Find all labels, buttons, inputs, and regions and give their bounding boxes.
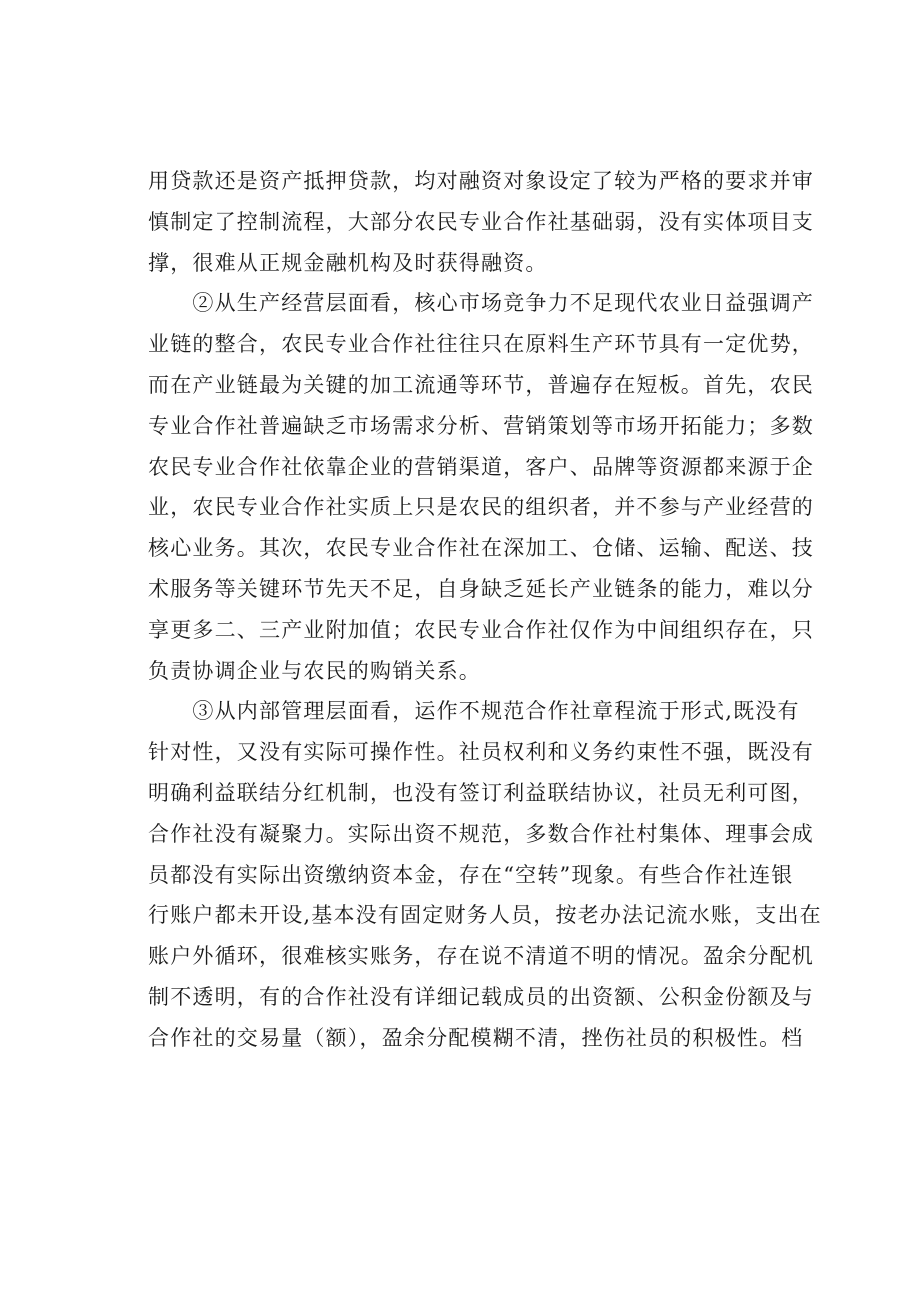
text-line: 而在产业链最为关键的加工流通等环节，普遍存在短板。首先，农民 [148, 372, 814, 397]
text-line: 慎制定了控制流程，大部分农民专业合作社基础弱，没有实体项目支 [148, 209, 814, 234]
text-line: 负责协调企业与农民的购销关系。 [148, 658, 481, 683]
text-line: 合作社没有凝聚力。实际出资不规范，多数合作社村集体、理事会成 [148, 821, 814, 846]
text-line: 制不透明，有的合作社没有详细记载成员的出资额、公积金份额及与 [148, 984, 814, 1009]
paragraph-production-operation [148, 283, 814, 691]
text-line: 员都没有实际出资缴纳资本金，存在“空转”现象。有些合作社连银 [148, 862, 794, 887]
text-line: 撑，很难从正规金融机构及时获得融资。 [148, 250, 548, 275]
paragraph-internal-management [148, 691, 822, 1058]
text-line: 享更多二、三产业附加值；农民专业合作社仅作为中间组织存在，只 [148, 617, 814, 642]
text-line: 核心业务。其次，农民专业合作社在深加工、仓储、运输、配送、技 [148, 536, 814, 561]
text-line: 明确利益联结分红机制，也没有签订利益联结协议，社员无利可图， [148, 780, 814, 805]
text-line: 针对性，又没有实际可操作性。社员权利和义务约束性不强，既没有 [148, 740, 814, 765]
text-line: 业链的整合，农民专业合作社往往只在原料生产环节具有一定优势， [148, 332, 814, 357]
text-line: ②从生产经营层面看，核心市场竞争力不足现代农业日益强调产 [148, 291, 814, 316]
text-line: 合作社的交易量（额），盈余分配模糊不清，挫伤社员的积极性。档 [148, 1025, 804, 1050]
document-body [148, 161, 822, 1059]
text-line: 农民专业合作社依靠企业的营销渠道，客户、品牌等资源都来源于企 [148, 454, 814, 479]
paragraph-financing [148, 161, 814, 283]
text-line: 用贷款还是资产抵押贷款，均对融资对象设定了较为严格的要求并审 [148, 169, 814, 193]
text-line: 业，农民专业合作社实质上只是农民的组织者，并不参与产业经营的 [148, 495, 814, 520]
text-line: 专业合作社普遍缺乏市场需求分析、营销策划等市场开拓能力；多数 [148, 413, 814, 438]
text-line: ③从内部管理层面看，运作不规范合作社章程流于形式,既没有 [148, 699, 800, 724]
text-line: 账户外循环，很难核实账务，存在说不清道不明的情况。盈余分配机 [148, 944, 814, 969]
text-line: 行账户都未开设,基本没有固定财务人员，按老办法记流水账，支出在 [148, 903, 822, 928]
text-line: 术服务等关键环节先天不足，自身缺乏延长产业链条的能力，难以分 [148, 576, 814, 601]
